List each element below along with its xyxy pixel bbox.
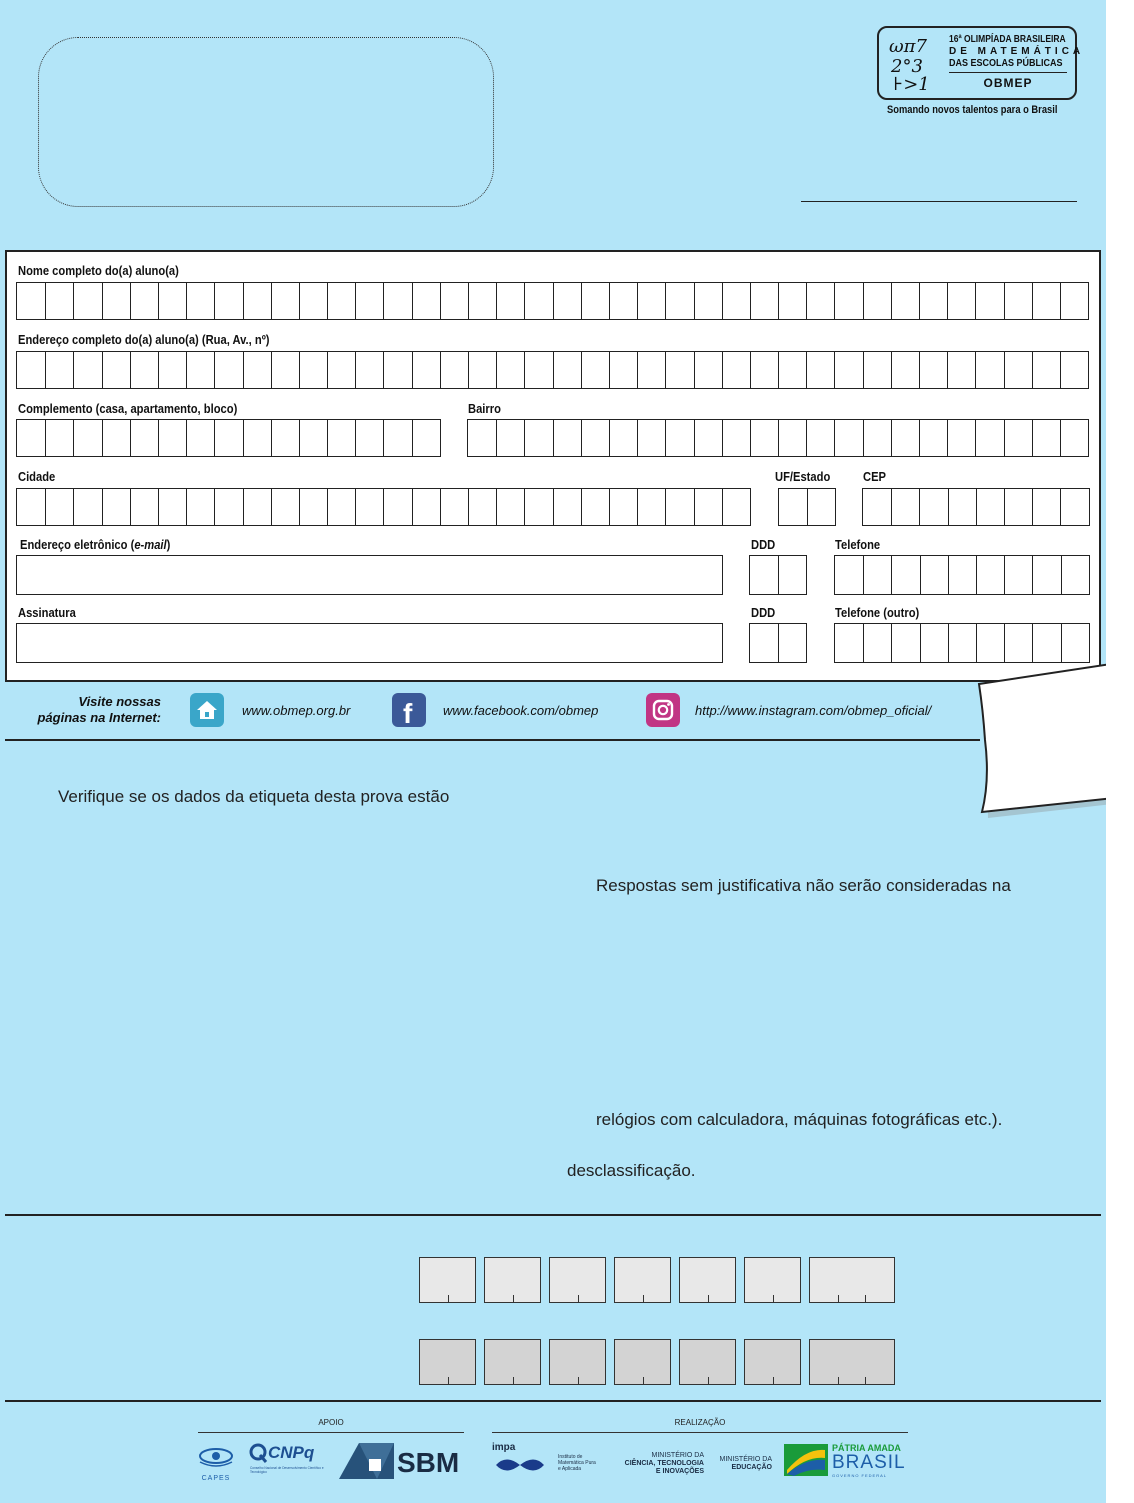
char-box[interactable] [45, 489, 73, 525]
char-box[interactable] [581, 420, 609, 456]
char-box[interactable] [779, 489, 807, 525]
char-box[interactable] [102, 352, 130, 388]
char-box[interactable] [243, 489, 271, 525]
char-box[interactable] [496, 352, 524, 388]
sbm-shape-icon [339, 1441, 394, 1479]
char-box[interactable] [468, 489, 496, 525]
char-box[interactable] [271, 283, 299, 319]
impa-infinity-icon [492, 1454, 548, 1476]
cep-boxes[interactable] [862, 488, 1090, 526]
char-box[interactable] [524, 420, 552, 456]
visit-line2: páginas na Internet: [37, 710, 161, 725]
char-box[interactable] [891, 352, 919, 388]
char-box[interactable] [609, 352, 637, 388]
char-box[interactable] [835, 624, 863, 662]
neighborhood-boxes[interactable] [467, 419, 1089, 457]
char-box[interactable] [553, 420, 581, 456]
char-box[interactable] [214, 352, 242, 388]
char-box[interactable] [524, 352, 552, 388]
name-boxes[interactable] [16, 282, 1089, 320]
phone2-label: Telefone (outro) [835, 605, 920, 620]
address-boxes[interactable] [16, 351, 1089, 389]
char-box[interactable] [835, 556, 863, 594]
char-box[interactable] [102, 489, 130, 525]
ddd2-label: DDD [751, 605, 776, 620]
char-box[interactable] [609, 283, 637, 319]
code-box[interactable] [679, 1257, 736, 1303]
brasil-line3: GOVERNO FEDERAL [832, 1473, 888, 1478]
state-label: UF/Estado [775, 469, 831, 484]
char-box[interactable] [17, 352, 45, 388]
divider-bottom [5, 1400, 1101, 1402]
char-box[interactable] [975, 352, 1003, 388]
char-box[interactable] [214, 283, 242, 319]
char-box[interactable] [637, 283, 665, 319]
char-box[interactable] [807, 489, 835, 525]
char-box[interactable] [496, 283, 524, 319]
char-box[interactable] [948, 556, 976, 594]
apoio-label: APOIO [318, 1418, 344, 1427]
address-label: Endereço completo do(a) aluno(a) (Rua, Av., nº) [18, 332, 270, 347]
char-box[interactable] [976, 489, 1004, 525]
char-box[interactable] [383, 420, 411, 456]
instruction-line2: Respostas sem justificativa não serão consideradas na [596, 876, 1011, 895]
char-box[interactable] [553, 489, 581, 525]
logo-title-line1: 16ª OLIMPÍADA BRASILEIRA [949, 34, 1066, 45]
email-field[interactable] [16, 555, 723, 595]
char-box[interactable] [694, 420, 722, 456]
mcti-line1: MINISTÉRIO DA [651, 1452, 704, 1459]
char-box[interactable] [750, 352, 778, 388]
char-box[interactable] [919, 420, 947, 456]
svg-text:2°3: 2°3 [891, 56, 923, 77]
char-box[interactable] [665, 420, 693, 456]
char-box[interactable] [1060, 352, 1088, 388]
char-box[interactable] [130, 352, 158, 388]
char-box[interactable] [1032, 624, 1060, 662]
char-box[interactable] [214, 420, 242, 456]
char-box[interactable] [130, 420, 158, 456]
char-box[interactable] [440, 283, 468, 319]
char-box[interactable] [919, 352, 947, 388]
code-box[interactable] [484, 1257, 541, 1303]
signature-label: Assinatura [18, 605, 76, 620]
char-box[interactable] [863, 352, 891, 388]
char-box[interactable] [271, 352, 299, 388]
char-box[interactable] [947, 283, 975, 319]
instruction-line1: Verifique se os dados da etiqueta desta prova estão [58, 787, 450, 806]
char-box[interactable] [496, 489, 524, 525]
char-box[interactable] [412, 352, 440, 388]
char-box[interactable] [947, 420, 975, 456]
email-label-suffix: ) [166, 537, 171, 552]
char-box[interactable] [637, 420, 665, 456]
char-box[interactable] [383, 489, 411, 525]
char-box[interactable] [45, 352, 73, 388]
mcti-logo [624, 1452, 704, 1476]
char-box[interactable] [863, 556, 891, 594]
char-box[interactable] [102, 283, 130, 319]
char-box[interactable] [750, 420, 778, 456]
char-box[interactable] [750, 624, 778, 662]
char-box[interactable] [919, 283, 947, 319]
char-box[interactable] [524, 489, 552, 525]
city-boxes[interactable] [16, 488, 751, 526]
mcti-line2: CIÊNCIA, TECNOLOGIA [624, 1460, 704, 1467]
cnpq-q-icon [248, 1442, 268, 1464]
char-box[interactable] [1004, 556, 1032, 594]
char-box[interactable] [299, 420, 327, 456]
char-box[interactable] [976, 556, 1004, 594]
char-box[interactable] [186, 489, 214, 525]
char-box[interactable] [778, 420, 806, 456]
realizacao-rule [492, 1432, 908, 1433]
char-box[interactable] [722, 352, 750, 388]
char-box[interactable] [1032, 420, 1060, 456]
char-box[interactable] [45, 283, 73, 319]
cnpq-text: CNPq [268, 1443, 315, 1462]
logo-title-line2: DE MATEMÁTICA [949, 46, 1085, 57]
char-box[interactable] [806, 420, 834, 456]
char-box[interactable] [1061, 624, 1089, 662]
mec-line1: MINISTÉRIO DA [719, 1456, 772, 1463]
char-box[interactable] [17, 420, 45, 456]
char-box[interactable] [17, 283, 45, 319]
brasil-flag-icon [784, 1444, 828, 1476]
logo-tagline: Somando novos talentos para o Brasil [887, 104, 1058, 116]
mec-logo [708, 1456, 772, 1472]
code-box[interactable] [549, 1339, 606, 1385]
signature-field[interactable] [16, 623, 723, 663]
char-box[interactable] [609, 420, 637, 456]
code-box[interactable] [614, 1257, 671, 1303]
char-box[interactable] [553, 352, 581, 388]
char-box[interactable] [834, 420, 862, 456]
char-box[interactable] [581, 283, 609, 319]
impa-subtext: Instituto de Matemática Pura e Aplicada [558, 1454, 596, 1472]
char-box[interactable] [524, 283, 552, 319]
instruction-line4: desclassificação. [567, 1161, 696, 1180]
char-box[interactable] [1060, 420, 1088, 456]
site-link[interactable]: www.obmep.org.br [242, 703, 351, 718]
char-box[interactable] [665, 283, 693, 319]
brasil-logo [784, 1442, 910, 1482]
sticker-box [955, 660, 1106, 820]
char-box[interactable] [1032, 352, 1060, 388]
char-box[interactable] [102, 420, 130, 456]
char-box[interactable] [243, 283, 271, 319]
char-box[interactable] [1004, 489, 1032, 525]
code-box[interactable] [549, 1257, 606, 1303]
char-box[interactable] [130, 489, 158, 525]
char-box[interactable] [412, 489, 440, 525]
char-box[interactable] [1060, 489, 1088, 525]
char-box[interactable] [186, 420, 214, 456]
char-box[interactable] [383, 352, 411, 388]
svg-text:ωπ7: ωπ7 [889, 36, 927, 57]
char-box[interactable] [694, 352, 722, 388]
char-box[interactable] [327, 283, 355, 319]
name-label: Nome completo do(a) aluno(a) [18, 263, 179, 278]
char-box[interactable] [920, 624, 948, 662]
email-label-prefix: Endereço eletrônico ( [20, 537, 135, 552]
char-box[interactable] [778, 624, 806, 662]
complement-boxes[interactable] [16, 419, 441, 457]
char-box[interactable] [778, 283, 806, 319]
facebook-icon[interactable] [392, 693, 426, 727]
char-box[interactable] [1004, 283, 1032, 319]
char-box[interactable] [1004, 352, 1032, 388]
char-box[interactable] [1060, 283, 1088, 319]
svg-text:f: f [403, 698, 413, 727]
code-box[interactable] [744, 1257, 801, 1303]
char-box[interactable] [665, 489, 693, 525]
char-box[interactable] [694, 283, 722, 319]
char-box[interactable] [355, 283, 383, 319]
mcti-line3: E INOVAÇÕES [655, 1468, 704, 1475]
code-box[interactable] [744, 1339, 801, 1385]
char-box[interactable] [975, 283, 1003, 319]
instagram-icon[interactable] [646, 693, 680, 727]
char-box[interactable] [948, 624, 976, 662]
char-box[interactable] [1004, 624, 1032, 662]
impa-text: impa [492, 1442, 516, 1453]
char-box[interactable] [440, 352, 468, 388]
char-box[interactable] [975, 420, 1003, 456]
char-box[interactable] [130, 283, 158, 319]
char-box[interactable] [637, 352, 665, 388]
char-box[interactable] [863, 420, 891, 456]
phone-boxes[interactable] [834, 555, 1090, 595]
char-box[interactable] [834, 283, 862, 319]
code-box[interactable] [809, 1339, 895, 1385]
visit-line1: Visite nossas [78, 694, 161, 709]
code-box[interactable] [679, 1339, 736, 1385]
mec-line2: EDUCAÇÃO [731, 1464, 772, 1471]
char-box[interactable] [1004, 420, 1032, 456]
brasil-line1: PÁTRIA AMADA [832, 1443, 901, 1453]
char-box[interactable] [891, 556, 919, 594]
char-box[interactable] [806, 352, 834, 388]
char-box[interactable] [694, 489, 722, 525]
char-box[interactable] [1061, 556, 1089, 594]
char-box[interactable] [73, 420, 101, 456]
char-box[interactable] [271, 420, 299, 456]
char-box[interactable] [299, 283, 327, 319]
instruction-line3: relógios com calculadora, máquinas fotográficas etc.). [596, 1110, 1003, 1129]
city-label: Cidade [18, 469, 56, 484]
sbm-text: SBM [397, 1447, 460, 1478]
char-box[interactable] [553, 283, 581, 319]
char-box[interactable] [158, 489, 186, 525]
instagram-link[interactable]: http://www.instagram.com/obmep_oficial/ [695, 703, 932, 718]
realizacao-label: REALIZAÇÃO [674, 1418, 726, 1427]
char-box[interactable] [863, 283, 891, 319]
char-box[interactable] [976, 624, 1004, 662]
capes-eye-icon [196, 1442, 236, 1470]
char-box[interactable] [891, 624, 919, 662]
ddd-boxes[interactable] [749, 555, 807, 595]
char-box[interactable] [834, 352, 862, 388]
char-box[interactable] [412, 420, 440, 456]
code-box[interactable] [484, 1339, 541, 1385]
char-box[interactable] [468, 420, 496, 456]
char-box[interactable] [355, 352, 383, 388]
char-box[interactable] [299, 489, 327, 525]
char-box[interactable] [158, 352, 186, 388]
char-box[interactable] [722, 283, 750, 319]
char-box[interactable] [468, 352, 496, 388]
header-line [801, 201, 1077, 202]
divider-top [5, 739, 980, 741]
char-box[interactable] [243, 352, 271, 388]
char-box[interactable] [722, 489, 750, 525]
char-box[interactable] [750, 556, 778, 594]
cep-label: CEP [863, 469, 886, 484]
char-box[interactable] [468, 283, 496, 319]
capes-logo [196, 1442, 236, 1482]
char-box[interactable] [73, 489, 101, 525]
char-box[interactable] [1032, 489, 1060, 525]
state-boxes[interactable] [778, 488, 836, 526]
logo-title-line3: DAS ESCOLAS PÚBLICAS [949, 58, 1063, 69]
char-box[interactable] [665, 352, 693, 388]
svg-text:⊦>1: ⊦>1 [893, 74, 930, 94]
logo-numbers-icon [885, 32, 947, 94]
char-box[interactable] [186, 352, 214, 388]
email-label [20, 537, 170, 552]
char-box[interactable] [73, 283, 101, 319]
char-box[interactable] [891, 420, 919, 456]
char-box[interactable] [45, 420, 73, 456]
char-box[interactable] [1032, 283, 1060, 319]
phone2-boxes[interactable] [834, 623, 1090, 663]
logo-rule [949, 72, 1067, 73]
facebook-link[interactable]: www.facebook.com/obmep [443, 703, 599, 718]
char-box[interactable] [440, 489, 468, 525]
visit-text [20, 694, 161, 726]
email-label-em: e-mail [134, 537, 167, 552]
char-box[interactable] [891, 489, 919, 525]
divider-middle [5, 1214, 1101, 1216]
char-box[interactable] [891, 283, 919, 319]
char-box[interactable] [948, 489, 976, 525]
char-box[interactable] [609, 489, 637, 525]
char-box[interactable] [1032, 556, 1060, 594]
char-box[interactable] [581, 352, 609, 388]
char-box[interactable] [243, 420, 271, 456]
char-box[interactable] [271, 489, 299, 525]
char-box[interactable] [637, 489, 665, 525]
char-box[interactable] [919, 489, 947, 525]
brasil-line2: BRASIL [832, 1452, 906, 1473]
char-box[interactable] [412, 283, 440, 319]
char-box[interactable] [327, 489, 355, 525]
char-box[interactable] [158, 283, 186, 319]
char-box[interactable] [863, 624, 891, 662]
char-box[interactable] [383, 283, 411, 319]
char-box[interactable] [750, 283, 778, 319]
char-box[interactable] [355, 489, 383, 525]
phone-label: Telefone [835, 537, 881, 552]
char-box[interactable] [920, 556, 948, 594]
char-box[interactable] [73, 352, 101, 388]
char-box[interactable] [214, 489, 242, 525]
cnpq-logo [248, 1442, 330, 1482]
obmep-logo [877, 26, 1085, 122]
char-box[interactable] [947, 352, 975, 388]
code-box[interactable] [809, 1257, 895, 1303]
code-box[interactable] [419, 1339, 476, 1385]
char-box[interactable] [17, 489, 45, 525]
complement-label: Complemento (casa, apartamento, bloco) [18, 401, 238, 416]
ddd-label: DDD [751, 537, 776, 552]
char-box[interactable] [778, 352, 806, 388]
char-box[interactable] [299, 352, 327, 388]
impa-logo [492, 1442, 602, 1482]
char-box[interactable] [778, 556, 806, 594]
code-box[interactable] [419, 1257, 476, 1303]
char-box[interactable] [722, 420, 750, 456]
char-box[interactable] [158, 420, 186, 456]
sbm-logo [339, 1441, 467, 1481]
cnpq-subtext: Conselho Nacional de Desenvolvimento Científico e Tecnológico [250, 1466, 324, 1474]
char-box[interactable] [806, 283, 834, 319]
apoio-rule [198, 1432, 464, 1433]
char-box[interactable] [327, 352, 355, 388]
char-box[interactable] [496, 420, 524, 456]
char-box[interactable] [186, 283, 214, 319]
logo-acronym: OBMEP [983, 76, 1033, 90]
char-box[interactable] [581, 489, 609, 525]
capes-text: CAPES [201, 1475, 231, 1482]
char-box[interactable] [863, 489, 891, 525]
home-icon[interactable] [190, 693, 224, 727]
ddd2-boxes[interactable] [749, 623, 807, 663]
neighborhood-label: Bairro [468, 401, 501, 416]
label-placeholder [38, 37, 494, 207]
char-box[interactable] [355, 420, 383, 456]
char-box[interactable] [327, 420, 355, 456]
code-box[interactable] [614, 1339, 671, 1385]
